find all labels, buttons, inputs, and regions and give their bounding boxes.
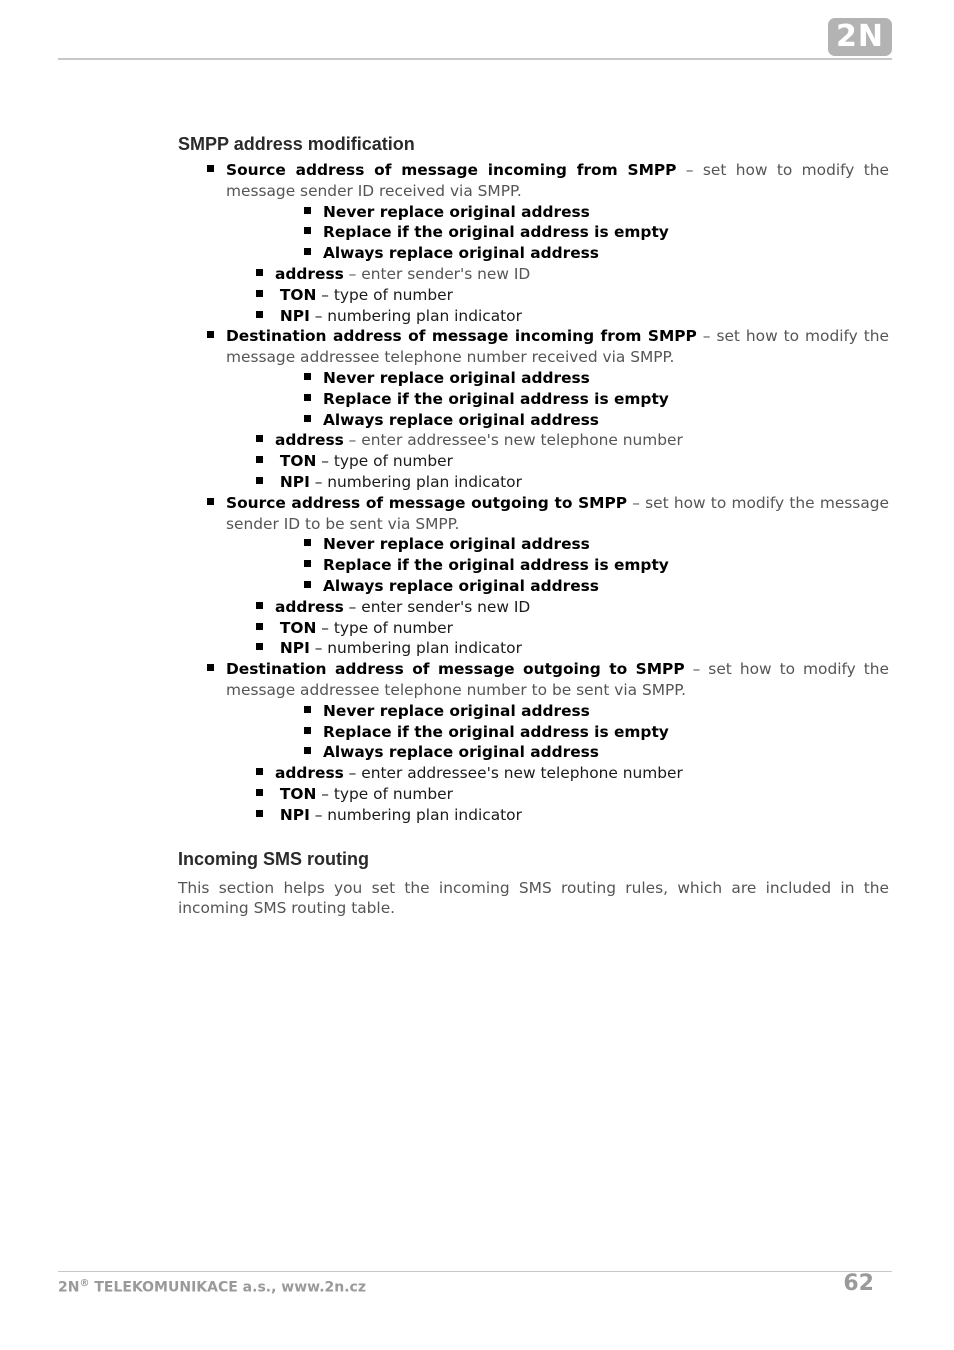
option-item: Replace if the original address is empty: [323, 722, 889, 743]
item-description: – set how to modify the message addressee telephone number received via SMPP.: [226, 327, 889, 367]
item-label: Destination address of message incoming from SMPP: [226, 327, 697, 346]
footer-company: 2N® TELEKOMUNIKACE a.s., www.2n.cz: [58, 1278, 366, 1296]
smpp-options-list: [178, 160, 889, 826]
option-item: Replace if the original address is empty: [323, 389, 889, 410]
item-label: Source address of message incoming from SMPP: [226, 161, 677, 179]
section-paragraph: This section helps you set the incoming SMS routing rules, which are included in the incoming SMS routing table.: [178, 878, 889, 918]
option-item: Never replace original address: [323, 368, 889, 389]
item-label: Source address of message outgoing to SMPP: [226, 493, 628, 512]
brand-logo: 2N: [828, 18, 892, 56]
field-item: address – enter sender's new ID: [275, 264, 889, 285]
field-item: NPI – numbering plan indicator: [275, 638, 889, 659]
field-item: address – enter addressee's new telephone number: [275, 430, 889, 451]
option-item: Replace if the original address is empty: [323, 222, 889, 243]
list-item-source-incoming: [178, 160, 889, 202]
option-item: Never replace original address: [323, 202, 889, 223]
section-heading-smpp: SMPP address modification: [178, 134, 415, 154]
field-item: TON – type of number: [275, 618, 889, 639]
header-divider: [58, 58, 892, 60]
field-item: TON – type of number: [275, 451, 889, 472]
option-item: Never replace original address: [323, 534, 889, 555]
page-number: 62: [843, 1271, 874, 1296]
registered-mark: ®: [79, 1278, 90, 1289]
item-label: Destination address of message outgoing to SMPP: [226, 660, 685, 679]
field-item: TON – type of number: [275, 784, 889, 805]
option-item: Always replace original address: [323, 243, 889, 264]
field-item: NPI – numbering plan indicator: [275, 805, 889, 826]
item-description: – set how to modify the message addressee telephone number to be sent via SMPP.: [226, 660, 889, 699]
item-description: – set how to modify the message sender ID to be sent via SMPP.: [226, 493, 889, 533]
field-item: NPI – numbering plan indicator: [275, 472, 889, 493]
field-item: address – enter addressee's new telephone number: [275, 763, 889, 784]
item-description: – set how to modify the message sender ID received via SMPP.: [226, 161, 889, 200]
field-item: address – enter sender's new ID: [275, 597, 889, 618]
option-item: Always replace original address: [323, 742, 889, 763]
field-item: NPI – numbering plan indicator: [275, 306, 889, 327]
section-heading-incoming-routing: Incoming SMS routing: [178, 848, 369, 869]
field-item: TON – type of number: [275, 285, 889, 306]
list-item-destination-outgoing: [178, 659, 889, 701]
document-body: [178, 132, 889, 919]
list-item-destination-incoming: [178, 326, 889, 368]
option-item: Never replace original address: [323, 701, 889, 722]
option-item: Always replace original address: [323, 410, 889, 431]
footer-divider: [58, 1271, 892, 1272]
list-item-source-outgoing: [178, 493, 889, 535]
option-item: Replace if the original address is empty: [323, 555, 889, 576]
option-item: Always replace original address: [323, 576, 889, 597]
